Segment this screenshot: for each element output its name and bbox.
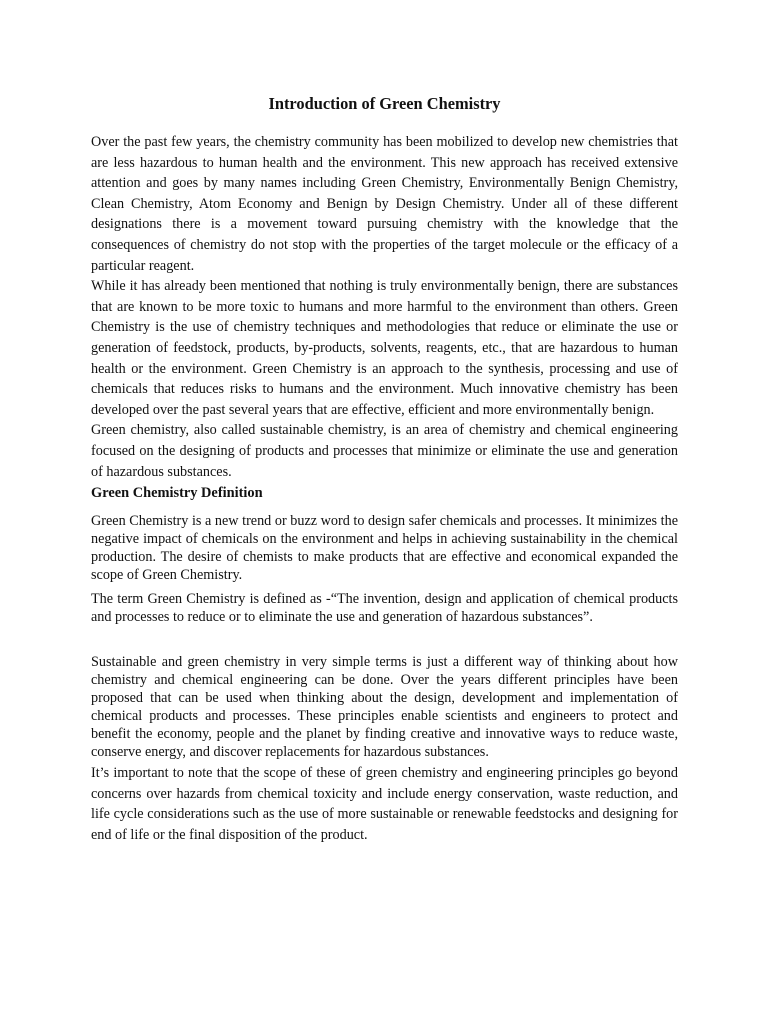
section-heading-definition: Green Chemistry Definition: [91, 485, 263, 502]
paragraph-closing-1: Sustainable and green chemistry in very simple terms is just a different way of thinking about how chemistry and chemical engineering can be done. Over the years different principles have been proposed that can be used when thinking about the design, development and implementation of chemical products and processes. These principles enable scientists and engineers to protect and benefit the economy, people and the planet by finding creative and innovative ways to reduce waste, conserve energy, and discover replacements for hazardous substances.: [91, 654, 678, 761]
document-page: [91, 93, 678, 845]
paragraph-intro-2: While it has already been mentioned that nothing is truly environmentally benign, there are substances that are known to be more toxic to humans and more harmful to the environment than others. Green Chemistry is the use of chemistry techniques and methodologies that reduce or eliminate the use or generation of feedstock, products, by-products, solvents, reagents, etc., that are hazardous to human health or the environment. Green Chemistry is an approach to the synthesis, processing and use of chemicals that reduces risks to humans and the environment. Much innovative chemistry has been developed over the past several years that are effective, efficient and more environmentally benign.: [91, 278, 678, 418]
paragraph-definition-1: Green Chemistry is a new trend or buzz word to design safer chemicals and processes. It minimizes the negative impact of chemicals on the environment and helps in achieving sustainability in the chemical production. The desire of chemists to make products that are effective and economical expanded the scope of Green Chemistry.: [91, 513, 678, 584]
paragraph-closing-2: It’s important to note that the scope of these of green chemistry and engineering principles go beyond concerns over hazards from chemical toxicity and include energy conservation, waste reduction, and life cycle considerations such as the use of more sustainable or renewable feedstocks and designing for end of life or the final disposition of the product.: [91, 765, 678, 843]
document-title: Introduction of Green Chemistry: [268, 94, 501, 113]
paragraph-definition-2: The term Green Chemistry is defined as -“The invention, design and application of chemical products and processes to reduce or to eliminate the use and generation of hazardous substances”.: [91, 591, 678, 626]
paragraph-intro-1: Over the past few years, the chemistry community has been mobilized to develop new chemistries that are less hazardous to human health and the environment. This new approach has received extensive attention and goes by many names including Green Chemistry, Environmentally Benign Chemistry, Clean Chemistry, Atom Economy and Benign by Design Chemistry. Under all of these different designations there is a movement toward pursuing chemistry with the knowledge that the consequences of chemistry do not stop with the properties of the target molecule or the efficacy of a particular reagent.: [91, 134, 678, 274]
paragraph-intro-3: Green chemistry, also called sustainable chemistry, is an area of chemistry and chemical engineering focused on the designing of products and processes that minimize or eliminate the use and generation of hazardous substances.: [91, 422, 678, 480]
